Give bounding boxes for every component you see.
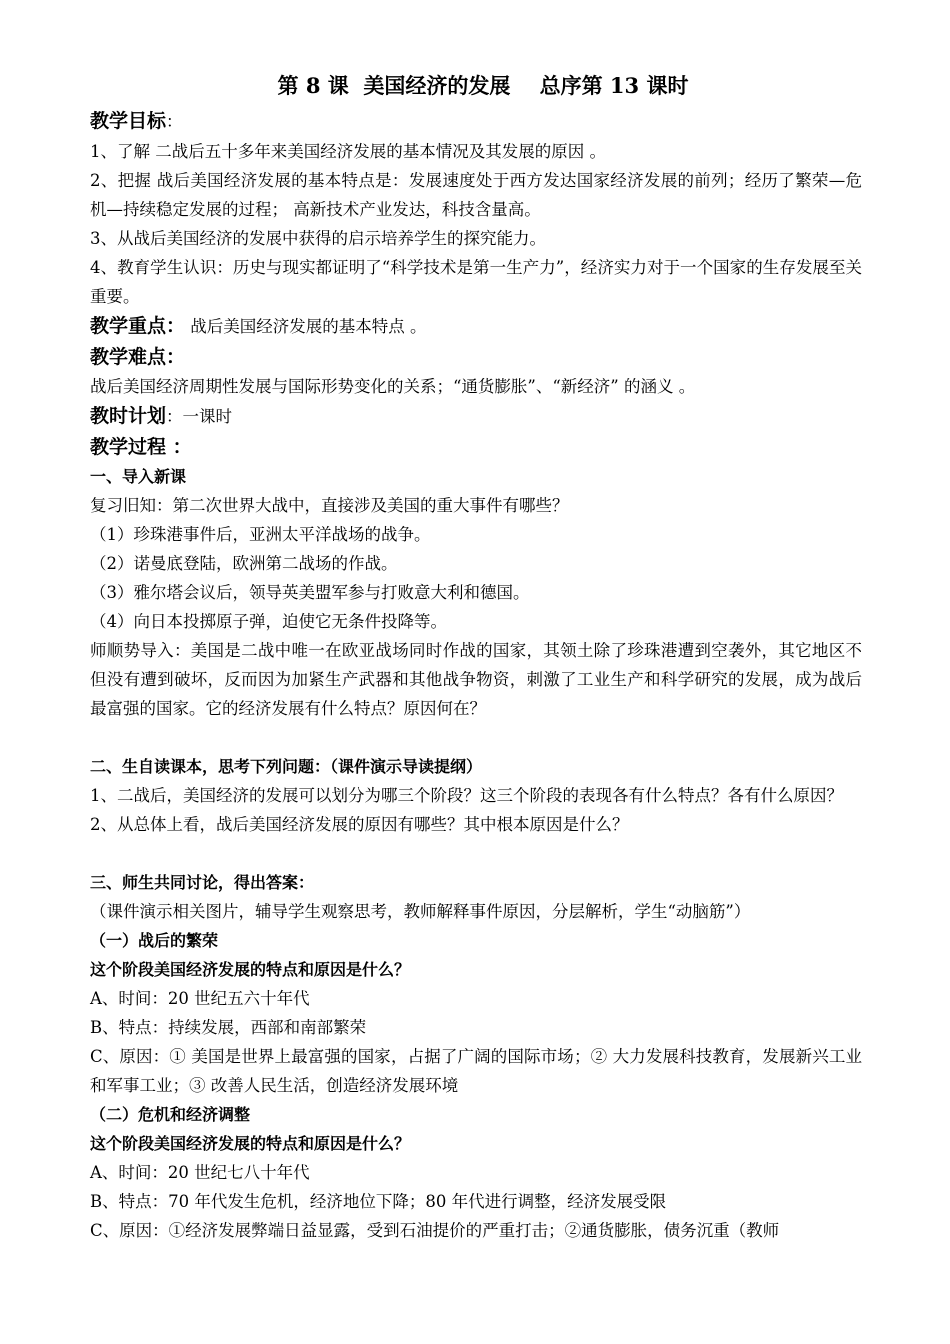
section1-item-2: （2）诺曼底登陆，欧洲第二战场的作战。: [90, 554, 398, 573]
section1-intro: 复习旧知：第二次世界大战中，直接涉及美国的重大事件有哪些？: [90, 496, 569, 515]
part1-time: A、时间：20 世纪五六十年代: [90, 989, 310, 1008]
schedule-heading: 教时计划: [90, 405, 167, 427]
section3-heading: 三、师生共同讨论，得出答案：: [90, 873, 315, 892]
objective-item-4: 4、教育学生认识：历史与现实都证明了“科学技术是第一生产力”，经济实力对于一个国家的生存发展至关重要。: [90, 258, 862, 306]
part1-feature: B、特点：持续发展，西部和南部繁荣: [90, 1018, 367, 1037]
objective-item-2: 2、把握 战后美国经济发展的基本特点是：发展速度处于西方发达国家经济发展的前列；经历了繁荣—危机—持续稳定发展的过程； 高新技术产业发达，科技含量高。: [90, 171, 862, 219]
section2-question-2: 2、从总体上看，战后美国经济发展的原因有哪些？其中根本原因是什么？: [90, 815, 629, 834]
part2-feature: B、特点：70 年代发生危机，经济地位下降；80 年代进行调整，经济发展受限: [90, 1192, 667, 1211]
part1-heading: （一）战后的繁荣: [90, 931, 219, 950]
process-heading: 教学过程 ：: [90, 436, 192, 458]
objective-item-1: 1、了解 二战后五十多年来美国经济发展的基本情况及其发展的原因 。: [90, 142, 606, 161]
part2-question: 这个阶段美国经济发展的特点和原因是什么？: [90, 1134, 411, 1153]
schedule-text: ：一课时: [166, 407, 233, 426]
part2-reason: C、原因：①经济发展弊端日益显露，受到石油提价的严重打击；②通货膨胀，债务沉重（教师: [90, 1221, 780, 1240]
lesson-title: 第 8 课 美国经济的发展 总序第 13 课时: [277, 73, 689, 98]
difficulty-heading: 教学难点：: [90, 346, 186, 368]
section1-item-4: （4）向日本投掷原子弹，迫使它无条件投降等。: [90, 612, 447, 631]
objective-item-3: 3、从战后美国经济的发展中获得的启示培养学生的探究能力。: [90, 229, 546, 248]
section1-heading: 一、导入新课: [90, 467, 187, 486]
section3-note: （课件演示相关图片，辅导学生观察思考，教师解释事件原因，分层解析，学生“动脑筋”）: [90, 902, 751, 921]
section1-item-1: （1）珍珠港事件后，亚洲太平洋战场的战争。: [90, 525, 431, 544]
key-point-row: [90, 311, 862, 342]
spacer: [90, 723, 862, 752]
section1-item-3: （3）雅尔塔会议后，领导英美盟军参与打败意大利和德国。: [90, 583, 530, 602]
section1-lead: 师顺势导入：美国是二战中唯一在欧亚战场同时作战的国家，其领土除了珍珠港遭到空袭外，其它地区不但没有遭到破坏，反而因为加紧生产武器和其他战争物资，刺激了工业生产和科学研究的发展，成为战后最富强的国家。它的经济发展有什么特点？原因何在？: [90, 641, 862, 718]
section2-heading: 二、生自读课本，思考下列问题：（课件演示导读提纲）: [90, 757, 483, 776]
part2-heading: （二）危机和经济调整: [90, 1105, 251, 1124]
key-point-text: 战后美国经济发展的基本特点 。: [185, 317, 427, 336]
objectives-heading: [90, 106, 862, 137]
spacer: [90, 839, 862, 868]
part1-reason: C、原因：① 美国是世界上最富强的国家，占据了广阔的国际市场；② 大力发展科技教育，发展新兴工业和军事工业；③ 改善人民生活，创造经济发展环境: [90, 1047, 862, 1095]
objectives-heading-colon: ：: [166, 112, 183, 131]
objectives-heading-text: 教学目标: [90, 110, 167, 132]
section2-question-1: 1、二战后，美国经济的发展可以划分为哪三个阶段？这三个阶段的表现各有什么特点？各有什么原因？: [90, 786, 843, 805]
difficulty-text: 战后美国经济周期性发展与国际形势变化的关系；“通货膨胀”、“新经济” 的涵义 。: [90, 377, 696, 396]
part2-time: A、时间：20 世纪七八十年代: [90, 1163, 310, 1182]
part1-question: 这个阶段美国经济发展的特点和原因是什么？: [90, 960, 411, 979]
key-point-heading: 教学重点：: [90, 315, 186, 337]
schedule-row: [90, 401, 862, 432]
